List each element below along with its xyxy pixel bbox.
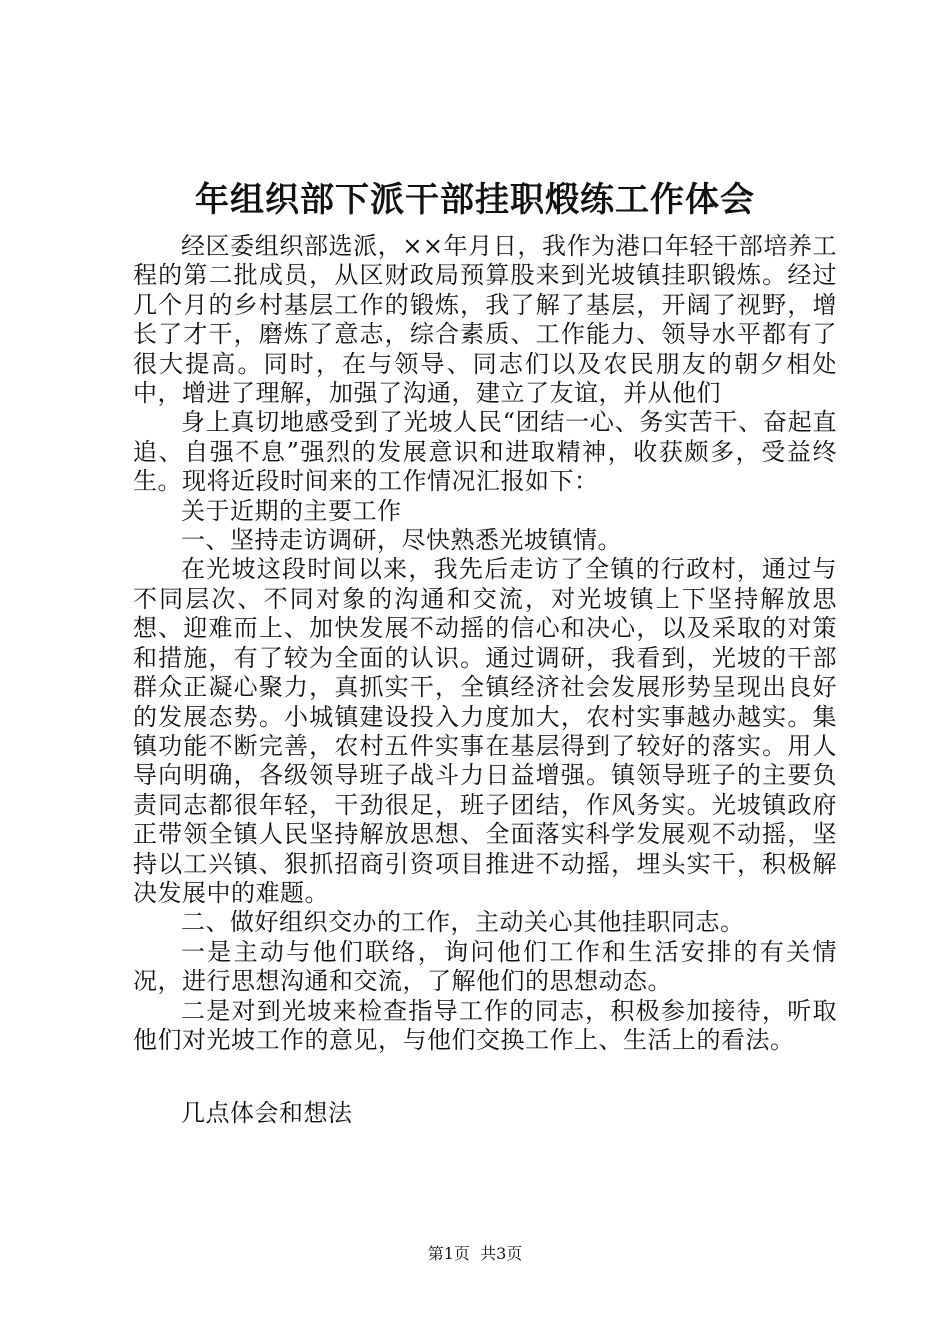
- paragraph: 二是对到光坡来检查指导工作的同志，积极参加接待，听取他们对光坡工作的意见，与他们交换工作上、生活上的看法。: [133, 996, 837, 1054]
- paragraph: 在光坡这段时间以来，我先后走访了全镇的行政村，通过与不同层次、不同对象的沟通和交流，对光坡镇上下坚持解放思想、迎难而上、加快发展不动摇的信心和决心，以及采取的对策和措施，有了较为全面的认识。通过调研，我看到，光坡的干部群众正凝心聚力，真抓实干，全镇经济社会发展形势呈现出良好的发展态势。小城镇建设投入力度加大，农村实事越办越实。集镇功能不断完善，农村五件实事在基层得到了较好的落实。用人导向明确，各级领导班子战斗力日益增强。镇领导班子的主要负责同志都很年轻，干劲很足，班子团结，作风务实。光坡镇政府正带领全镇人民坚持解放思想、全面落实科学发展观不动摇，坚持以工兴镇、狠抓招商引资项目推进不动摇，埋头实干，积极解决发展中的难题。: [133, 555, 837, 907]
- paragraph: 一是主动与他们联络，询问他们工作和生活安排的有关情况，进行思想沟通和交流，了解他们的思想动态。: [133, 937, 837, 996]
- page-total: 共3页: [480, 1244, 523, 1263]
- section-heading: 几点体会和想法: [181, 1099, 353, 1128]
- section-heading: 关于近期的主要工作: [181, 496, 402, 525]
- document-title: 年组织部下派干部挂职煅练工作体会: [195, 180, 755, 220]
- paragraph: 经区委组织部选派，××年月日，我作为港口年轻干部培养工程的第二批成员，从区财政局预算股来到光坡镇挂职锻炼。经过几个月的乡村基层工作的锻炼，我了解了基层，开阔了视野，增长了才干，磨炼了意志，综合素质、工作能力、领导水平都有了很大提高。同时，在与领导、同志们以及农民朋友的朝夕相处中，增进了理解，加强了沟通，建立了友谊，并从他们: [133, 232, 837, 408]
- page-number: 第1页: [427, 1244, 470, 1263]
- subsection-heading: 一、坚持走访调研，尽快熟悉光坡镇情。: [181, 526, 622, 555]
- paragraph: 身上真切地感受到了光坡人民“团结一心、务实苦干、奋起直追、自强不息”强烈的发展意识和进取精神，收获颇多，受益终生。现将近段时间来的工作情况汇报如下：: [133, 408, 837, 496]
- document-body: [133, 232, 837, 1129]
- page-footer: [0, 1243, 950, 1265]
- paragraph-spacer: [133, 1055, 837, 1099]
- subsection-heading: 二、做好组织交办的工作，主动关心其他挂职同志。: [181, 908, 745, 937]
